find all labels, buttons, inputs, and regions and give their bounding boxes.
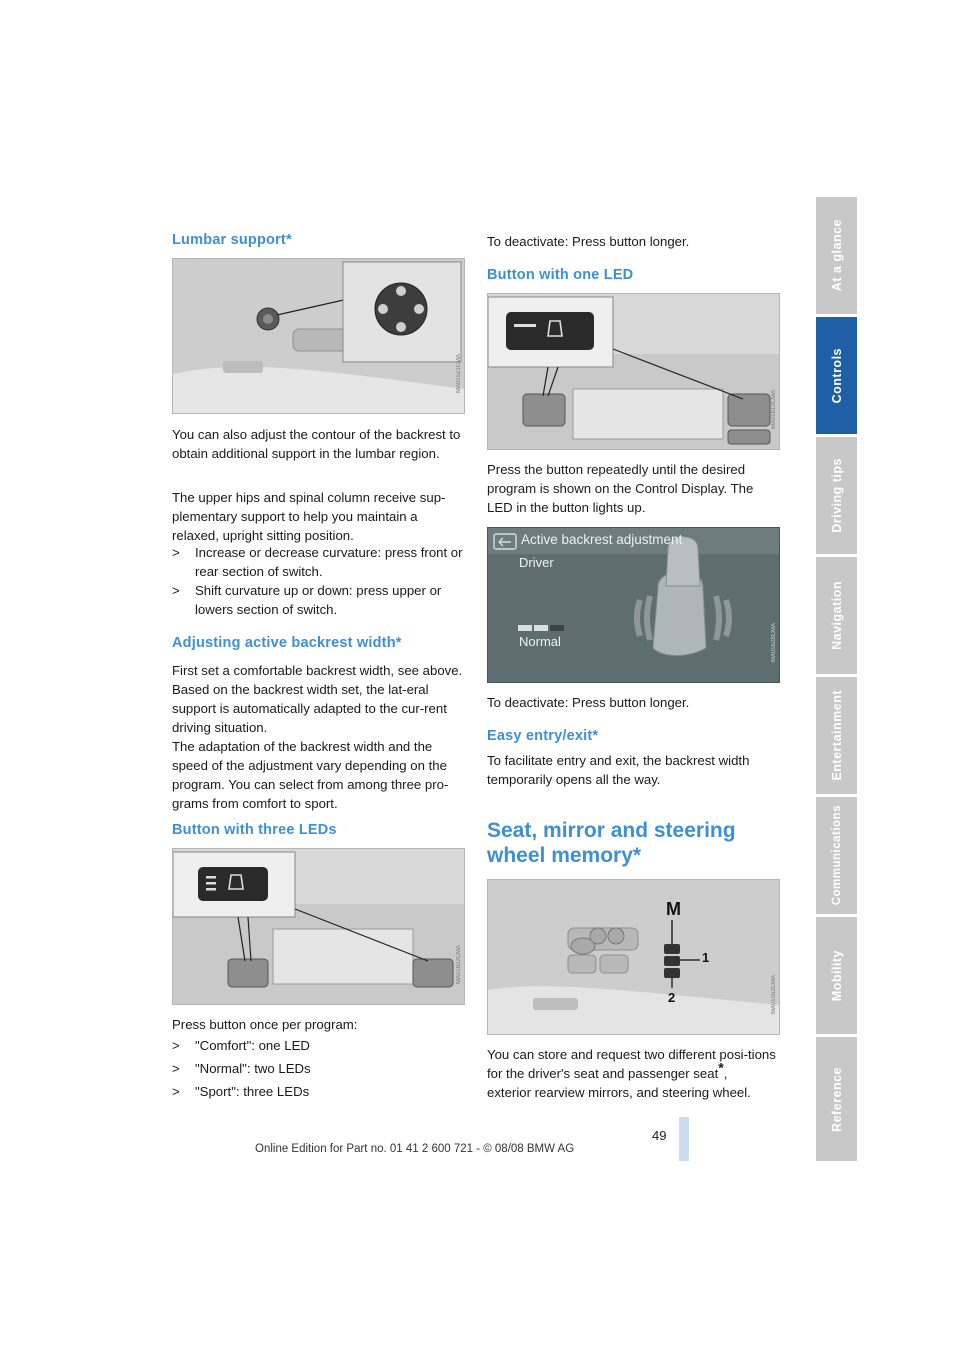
bullet-marker: > (172, 1038, 180, 1053)
bullet-marker: > (172, 583, 180, 598)
figure-code: MA01628CMA (771, 622, 777, 662)
chapter-sidebar (816, 197, 857, 1161)
memory-buttons-illustration (488, 880, 779, 1034)
tab-label: Navigation (829, 581, 844, 650)
one-led-heading: Button with one LED (487, 267, 634, 283)
label-2: 2 (668, 990, 676, 1005)
bullet-marker: > (172, 545, 180, 560)
tab-at-a-glance[interactable] (816, 197, 857, 314)
lumbar-heading: Lumbar support* (172, 232, 292, 248)
lumbar-bullet-1 (172, 543, 465, 583)
page-marker-bar (679, 1117, 689, 1161)
three-leds-intro: Press button once per program: (172, 1017, 358, 1032)
one-led-paragraph: Press the button repeatedly until the desired program is shown on the Control Display. The LED in the button lights up. (487, 462, 754, 515)
one-led-illustration (488, 294, 779, 449)
page-number: 49 (652, 1128, 667, 1143)
figure-code: MA01052CMA (771, 974, 777, 1014)
figure-code: MA01521CMA (456, 353, 462, 393)
tab-entertainment[interactable] (816, 677, 857, 794)
tab-controls[interactable] (816, 317, 857, 434)
tab-mobility[interactable] (816, 917, 857, 1034)
lumbar-switch-figure (172, 258, 465, 414)
display-subtitle: Driver (519, 555, 554, 570)
active-width-paragraph-1: First set a comfortable backrest width, see above. Based on the backrest width set, the lat-eral support is automatically adapted to the cur-rent driving situation. (172, 663, 463, 735)
three-leds-figure (172, 848, 465, 1005)
bullet-marker: > (172, 1061, 180, 1076)
display-program-value: Normal (519, 634, 561, 649)
figure-code: MA01610CMA (771, 389, 777, 429)
control-display-screen (487, 527, 780, 683)
bullet-text: Shift curvature up or down: press upper or lowers section of switch. (195, 583, 442, 617)
display-title: Active backrest adjustment (521, 532, 683, 547)
memory-heading-line-1: Seat, mirror and steering (487, 819, 736, 842)
tab-navigation[interactable] (816, 557, 857, 674)
bullet-text: "Sport": three LEDs (195, 1084, 310, 1099)
optional-star: * (718, 1059, 724, 1076)
label-m: M (666, 899, 681, 919)
lumbar-switch-illustration (173, 259, 464, 413)
tab-communications[interactable] (816, 797, 857, 914)
tab-label: At a glance (829, 219, 844, 292)
memory-heading-line-2: wheel memory* (487, 844, 642, 867)
active-width-heading: Adjusting active backrest width* (172, 635, 402, 651)
easy-entry-paragraph: To facilitate entry and exit, the backrest width temporarily opens all the way. (487, 753, 750, 787)
active-width-paragraph-2: The adaptation of the backrest width and the speed of the adjustment vary depending on the program. You can select from among three pro-grams from comfort to sport. (172, 739, 449, 811)
deactivate-note-1: To deactivate: Press button longer. (487, 234, 690, 249)
memory-paragraph (487, 1045, 787, 1102)
memory-text-part-1: You can store and request two different posi-tions for the driver's seat and passenger seat (487, 1047, 776, 1081)
three-leds-illustration (173, 849, 464, 1004)
tab-driving-tips[interactable] (816, 437, 857, 554)
tab-label: Controls (829, 347, 844, 404)
bullet-text: Increase or decrease curvature: press front or rear section of switch. (195, 545, 463, 579)
tab-label: Entertainment (829, 690, 844, 781)
tab-label: Driving tips (829, 458, 844, 533)
lumbar-paragraph-1: You can also adjust the contour of the backrest to obtain additional support in the lumbar region. (172, 427, 461, 461)
easy-entry-heading: Easy entry/exit* (487, 728, 599, 744)
tab-label: Mobility (829, 949, 844, 1002)
program-bullet-sport (172, 1082, 465, 1102)
tab-label: Communications (830, 805, 843, 906)
bullet-text: "Comfort": one LED (195, 1038, 310, 1053)
program-bullet-normal (172, 1059, 465, 1079)
figure-code: MA01622CMA (456, 944, 462, 984)
lumbar-bullet-2 (172, 581, 465, 621)
control-display-backdrop (488, 528, 779, 682)
memory-text-line-2: exterior rearview mirrors, and steering wheel. (487, 1085, 751, 1100)
three-leds-heading: Button with three LEDs (172, 822, 337, 838)
bullet-marker: > (172, 1084, 180, 1099)
deactivate-note-2: To deactivate: Press button longer. (487, 695, 690, 710)
memory-text-part-2: , (723, 1066, 728, 1081)
memory-buttons-figure (487, 879, 780, 1035)
tab-reference[interactable] (816, 1037, 857, 1161)
edition-footer: Online Edition for Part no. 01 41 2 600 721 - © 08/08 BMW AG (255, 1143, 575, 1155)
tab-label: Reference (829, 1066, 844, 1132)
lumbar-paragraph-2: The upper hips and spinal column receive sup-plementary support to help you maintain a relaxed, upright sitting position. (172, 490, 446, 543)
bullet-text: "Normal": two LEDs (195, 1061, 311, 1076)
program-bullet-comfort (172, 1036, 465, 1056)
label-1: 1 (702, 950, 710, 965)
one-led-figure (487, 293, 780, 450)
